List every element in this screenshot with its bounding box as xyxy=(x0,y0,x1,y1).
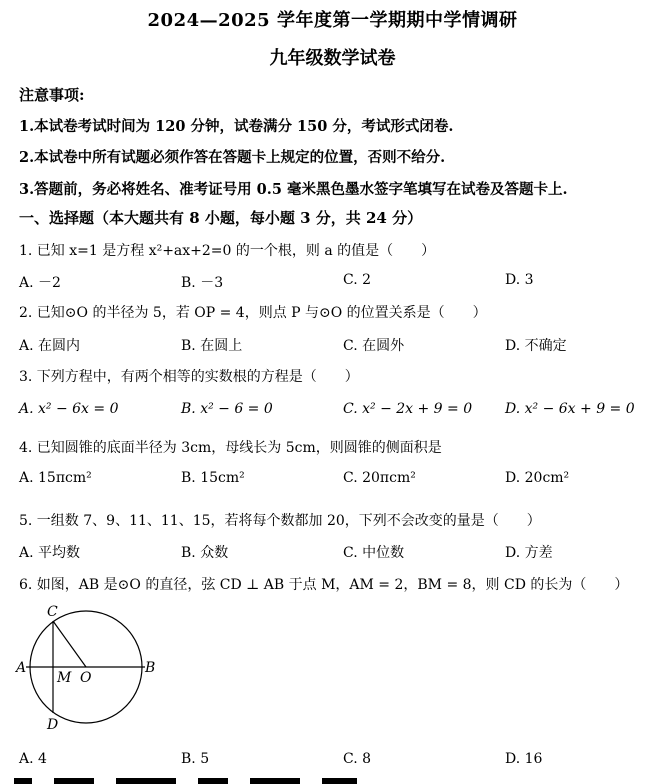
exam-subtitle: 九年级数学试卷 xyxy=(269,48,396,69)
notice-item-1: 1.本试卷考试时间为 120 分钟，试卷满分 150 分，考试形式闭卷. xyxy=(19,118,454,135)
question-2-option-a: A. 在圆内 xyxy=(19,338,81,354)
question-5-stem: 5. 一组数 7、9、11、11、15，若将每个数都加 20，下列不会改变的量是（ ） xyxy=(19,513,541,529)
question-5-option-d: D. 方差 xyxy=(505,545,553,561)
question-6-option-b: B. 5 xyxy=(181,751,210,767)
radius-oc xyxy=(53,621,86,667)
question-3-option-d: D. x² − 6x + 9 = 0 xyxy=(505,401,635,417)
question-3-option-a: A. x² − 6x = 0 xyxy=(19,401,119,417)
label-o: O xyxy=(80,670,92,686)
question-6-circle-figure xyxy=(14,602,164,730)
question-6-stem: 6. 如图，AB 是⊙O 的直径，弦 CD ⊥ AB 于点 M，AM = 2，BM = 8，则 CD 的长为（ ） xyxy=(19,577,629,593)
question-1-option-a: A. －2 xyxy=(19,275,61,291)
question-2-option-d: D. 不确定 xyxy=(505,338,567,354)
notice-item-2: 2.本试卷中所有试题必须作答在答题卡上规定的位置，否则不给分. xyxy=(19,149,446,166)
question-4-option-b: B. 15cm² xyxy=(181,470,245,486)
next-line-partial xyxy=(14,778,534,784)
notice-heading: 注意事项: xyxy=(19,86,85,104)
label-m: M xyxy=(57,670,72,686)
question-1-stem: 1. 已知 x=1 是方程 x²+ax+2=0 的一个根，则 a 的值是（ ） xyxy=(19,243,436,259)
section-title-multiple-choice: 一、选择题（本大题共有 8 小题，每小题 3 分，共 24 分） xyxy=(19,209,423,227)
question-5-option-c: C. 中位数 xyxy=(343,545,405,561)
question-6-option-a: A. 4 xyxy=(19,751,47,767)
question-2-option-b: B. 在圆上 xyxy=(181,338,243,354)
question-3-option-b: B. x² − 6 = 0 xyxy=(181,401,273,417)
exam-title: 2024—2025 学年度第一学期期中学情调研 xyxy=(147,10,518,31)
question-1-option-d: D. 3 xyxy=(505,272,534,288)
question-1-option-c: C. 2 xyxy=(343,272,372,288)
question-1-option-b: B. －3 xyxy=(181,275,224,291)
question-2-stem: 2. 已知⊙O 的半径为 5，若 OP = 4，则点 P 与⊙O 的位置关系是（ ） xyxy=(19,305,487,321)
label-a: A xyxy=(16,660,27,676)
question-6-option-d: D. 16 xyxy=(505,751,543,767)
question-2-option-c: C. 在圆外 xyxy=(343,338,405,354)
question-4-option-d: D. 20cm² xyxy=(505,470,570,486)
label-d: D xyxy=(47,717,59,730)
question-3-option-c: C. x² − 2x + 9 = 0 xyxy=(343,401,473,417)
question-4-option-c: C. 20πcm² xyxy=(343,470,416,486)
question-5-option-a: A. 平均数 xyxy=(19,545,81,561)
label-c: C xyxy=(47,604,58,620)
notice-item-3: 3.答题前，务必将姓名、准考证号用 0.5 毫米黑色墨水签字笔填写在试卷及答题卡上. xyxy=(19,181,568,198)
question-5-option-b: B. 众数 xyxy=(181,545,229,561)
question-6-option-c: C. 8 xyxy=(343,751,372,767)
label-b: B xyxy=(145,660,156,676)
question-4-option-a: A. 15πcm² xyxy=(19,470,92,486)
question-4-stem: 4. 已知圆锥的底面半径为 3cm，母线长为 5cm，则圆锥的侧面积是 xyxy=(19,440,442,456)
question-3-stem: 3. 下列方程中，有两个相等的实数根的方程是（ ） xyxy=(19,369,359,385)
